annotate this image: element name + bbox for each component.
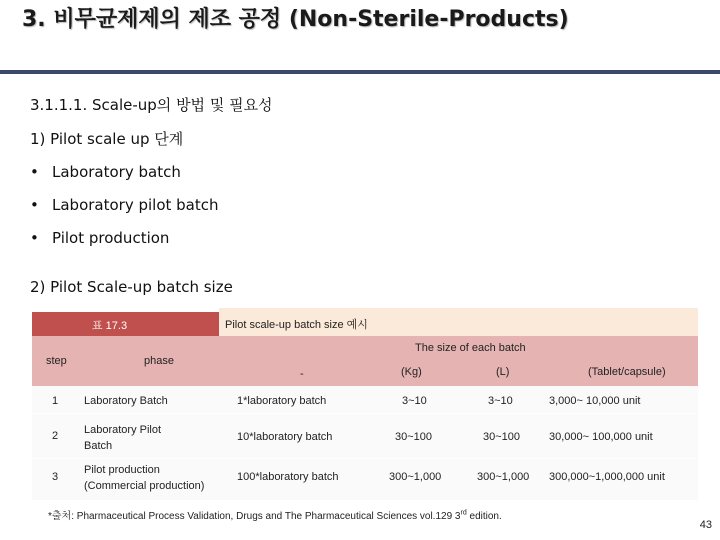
stage-list — [30, 158, 219, 257]
row-kg: 3~10 — [402, 395, 427, 407]
bullet-icon: • — [30, 163, 39, 181]
header-l: (L) — [496, 366, 510, 378]
row-step: 1 — [52, 395, 59, 407]
list-item: • Laboratory batch — [30, 158, 219, 191]
row-unit: 3,000~ 10,000 unit — [549, 395, 641, 407]
bullet-icon: • — [30, 196, 39, 214]
subheading-pilot-stages: 1) Pilot scale up 단계 — [30, 130, 184, 148]
table-header — [32, 336, 698, 386]
table-caption-title: Pilot scale-up batch size 예시 — [219, 308, 698, 336]
subheading-batch-size: 2) Pilot Scale-up batch size — [30, 278, 233, 296]
row-unit: 300,000~1,000,000 unit — [549, 471, 665, 483]
header-dash: - — [300, 368, 304, 380]
page-title: 3. 비무균제제의 제조 공정 (Non-Sterile-Products) — [22, 7, 569, 32]
row-unit: 30,000~ 100,000 unit — [549, 431, 653, 443]
row-phase: Pilot production (Commercial production) — [84, 464, 205, 492]
header-phase: phase — [144, 355, 174, 367]
row-l: 3~10 — [488, 395, 513, 407]
header-step: step — [46, 355, 67, 367]
header-unit: (Tablet/capsule) — [588, 366, 666, 378]
row-kg: 300~1,000 — [389, 471, 442, 483]
section-heading: 3.1.1.1. Scale-up의 방법 및 필요성 — [30, 96, 273, 114]
row-divider — [32, 458, 698, 459]
title-divider — [0, 70, 720, 74]
row-size: 10*laboratory batch — [237, 431, 333, 443]
row-size: 1*laboratory batch — [237, 395, 327, 407]
list-item: • Laboratory pilot batch — [30, 191, 219, 224]
list-item: • Pilot production — [30, 224, 219, 257]
row-divider — [32, 413, 698, 414]
row-phase: Laboratory Pilot Batch — [84, 424, 162, 452]
row-kg: 30~100 — [395, 431, 433, 443]
row-l: 30~100 — [483, 431, 521, 443]
row-step: 2 — [52, 430, 59, 442]
header-kg: (Kg) — [401, 366, 422, 378]
row-step: 3 — [52, 471, 59, 483]
row-phase: Laboratory Batch — [84, 395, 168, 407]
row-size: 100*laboratory batch — [237, 471, 339, 483]
header-batch-size: The size of each batch — [415, 342, 526, 354]
page-number: 43 — [699, 519, 712, 531]
bullet-icon: • — [30, 229, 39, 247]
row-l: 300~1,000 — [477, 471, 530, 483]
table-caption-label: 표 17.3 — [32, 312, 219, 336]
source-citation: *출처: Pharmaceutical Process Validation, Drugs and The Pharmaceutical Sciences vol.129 3rd edition. — [48, 509, 502, 522]
